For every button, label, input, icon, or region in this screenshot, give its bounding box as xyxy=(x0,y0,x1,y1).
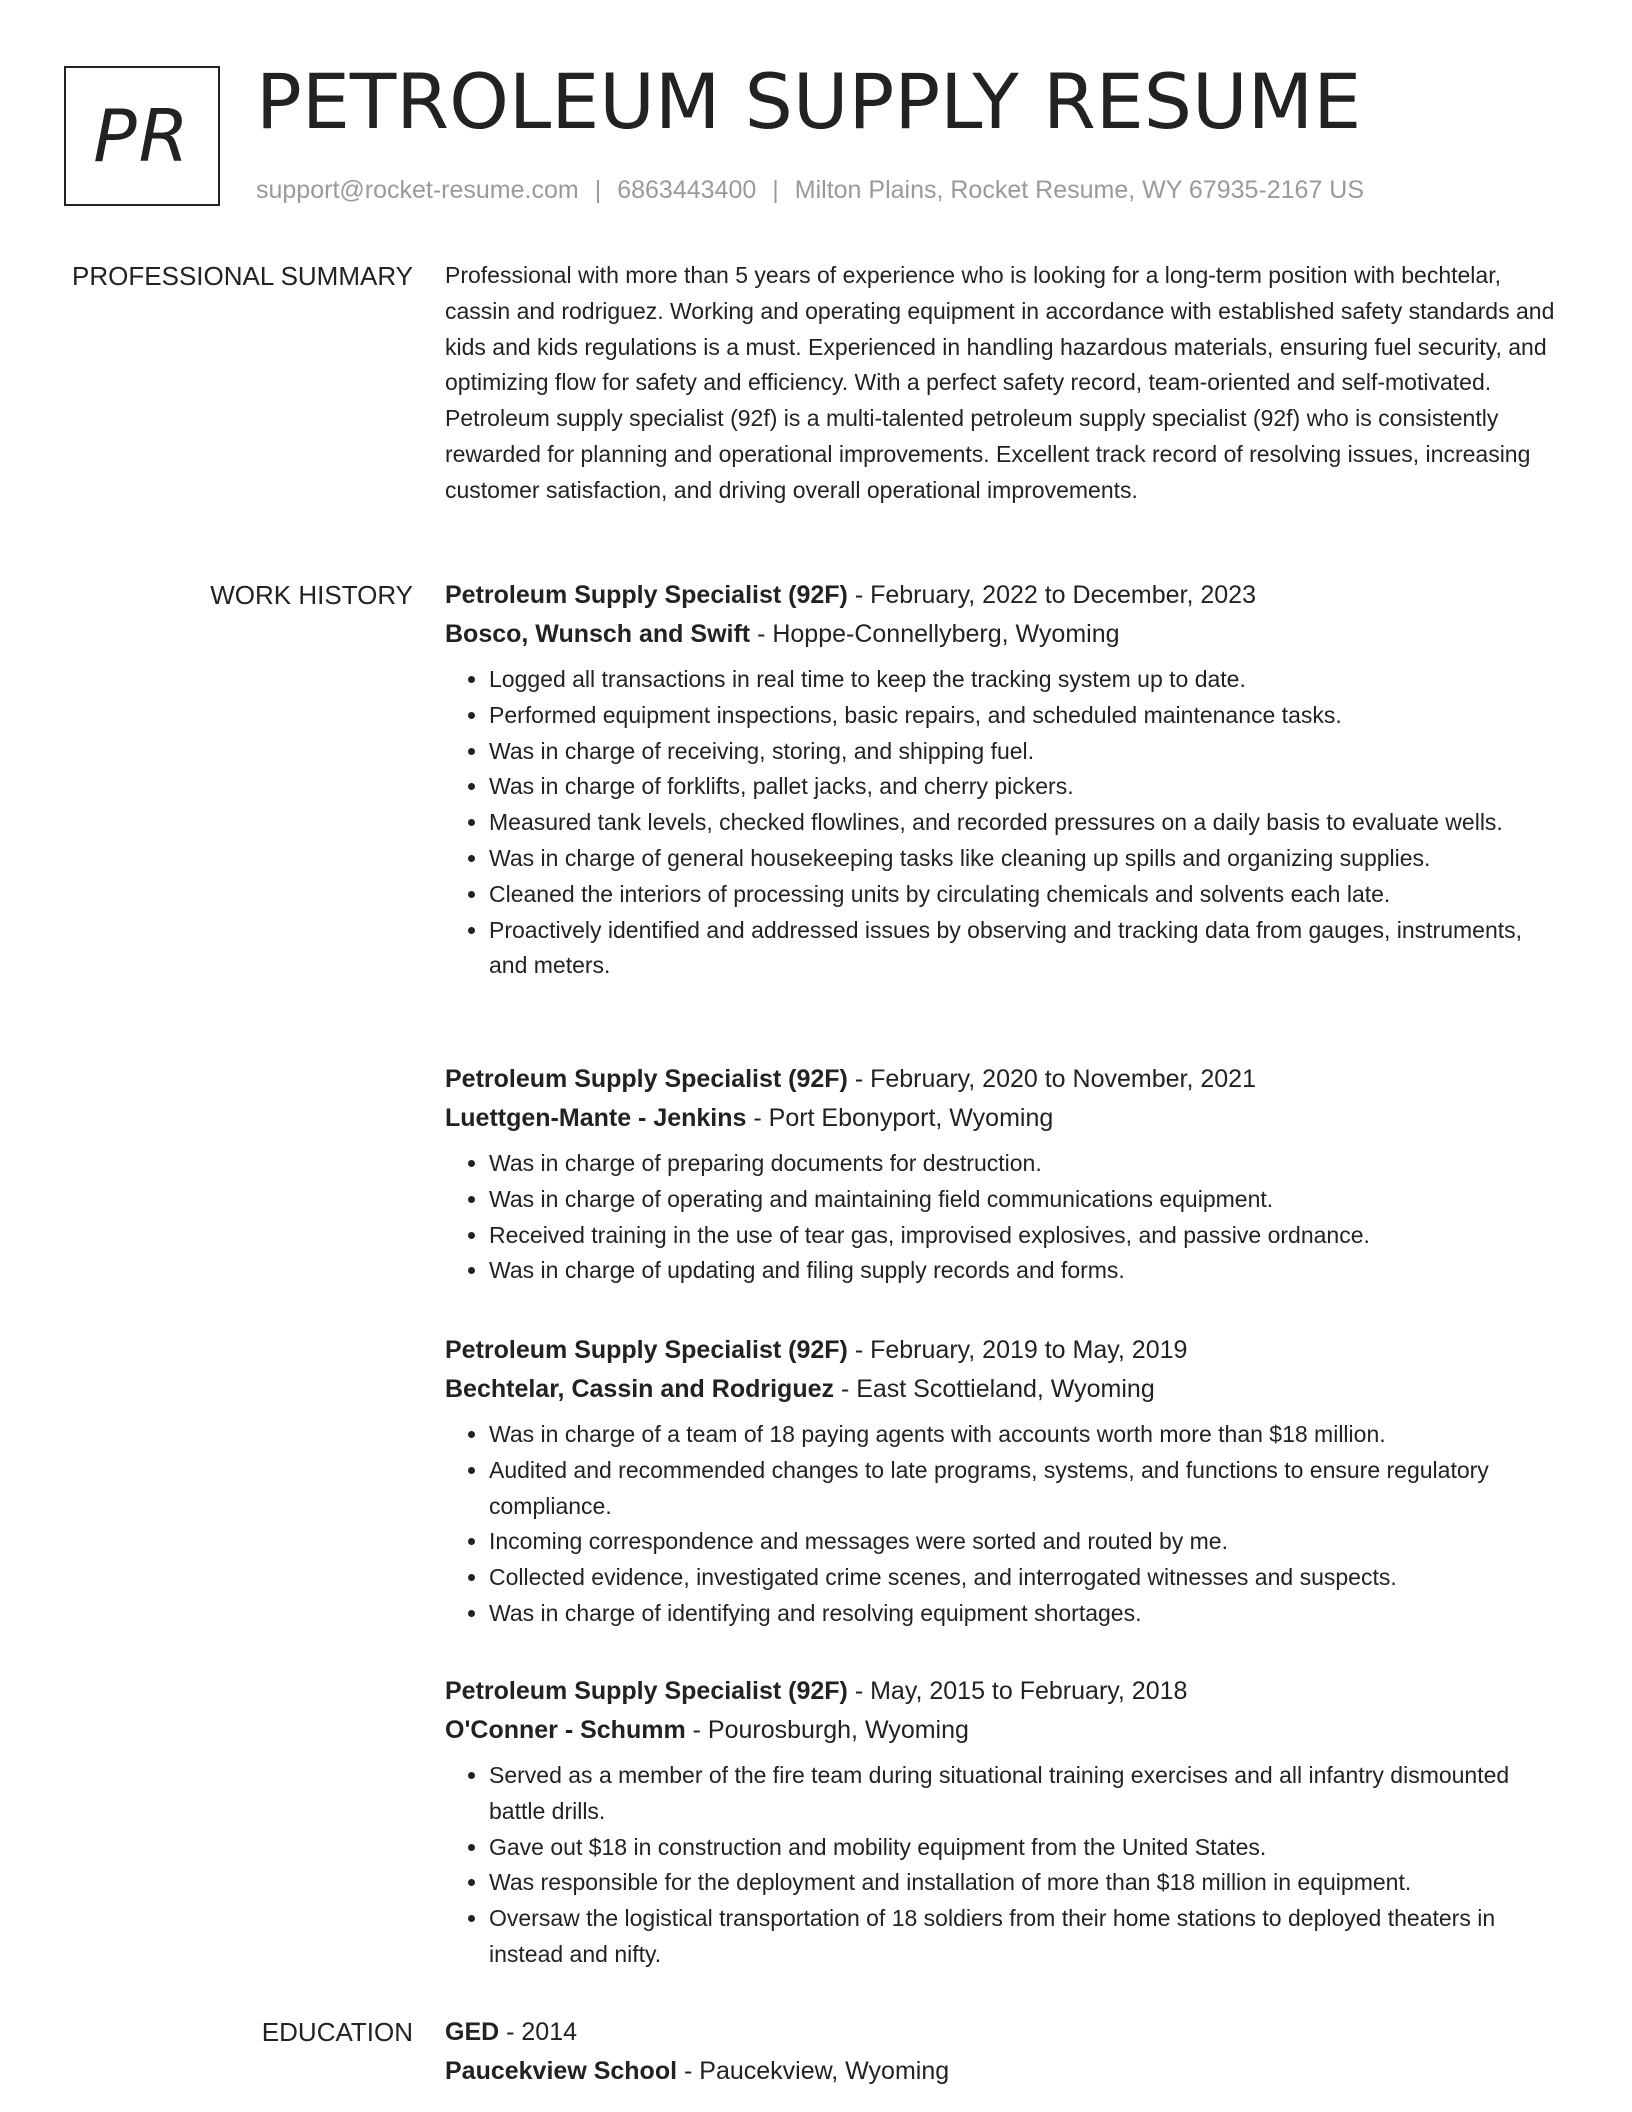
job-company-line xyxy=(445,1099,1565,1138)
list-item: • Served as a member of the fire team during situational training exercises and all infantry dismounted battle drills. xyxy=(489,1758,1565,1830)
summary-text: Professional with more than 5 years of experience who is looking for a long-term position with bechtelar, cassin and rodriguez. Working and operating equipment in accordance with established safety standards and kids and kids regulations is a must. Experienced in handling hazardous materials, ensuring fuel security, and optimizing flow for safety and efficiency. With a perfect safety record, team-oriented and self-motivated. Petroleum supply specialist (92f) is a multi-talented petroleum supply specialist (92f) who is consistently rewarded for planning and operational improvements. Excellent track record of resolving issues, increasing customer satisfaction, and driving overall operational improvements. xyxy=(445,262,1555,503)
list-item: • Was in charge of a team of 18 paying agents with accounts worth more than $18 million. xyxy=(489,1417,1565,1453)
job-title-line xyxy=(445,1331,1565,1370)
list-item: • Was in charge of operating and maintaining field communications equipment. xyxy=(489,1182,1565,1218)
job-entry xyxy=(445,1060,1565,1289)
contact-separator: | xyxy=(772,176,779,204)
job-bullets xyxy=(445,662,1565,984)
job-company: Bosco, Wunsch and Swift xyxy=(445,620,751,648)
list-item: • Was in charge of forklifts, pallet jacks, and cherry pickers. xyxy=(489,769,1565,805)
list-item: • Collected evidence, investigated crime scenes, and interrogated witnesses and suspects. xyxy=(489,1560,1565,1596)
section-heading: PROFESSIONAL SUMMARY xyxy=(72,261,413,291)
job-title-line xyxy=(445,576,1565,615)
contact-line xyxy=(256,174,1364,206)
education-degree: GED xyxy=(445,2018,500,2046)
job-dates: - May, 2015 to February, 2018 xyxy=(847,1677,1188,1705)
list-item: • Logged all transactions in real time to keep the tracking system up to date. xyxy=(489,662,1565,698)
job-title: Petroleum Supply Specialist (92F) xyxy=(445,1065,848,1093)
section-heading: WORK HISTORY xyxy=(210,580,413,610)
education-school: Paucekview School xyxy=(445,2057,678,2085)
job-company-line xyxy=(445,615,1565,654)
job-entry xyxy=(445,1672,1565,1973)
job-company-line xyxy=(445,1711,1565,1750)
list-item: • Proactively identified and addressed issues by observing and tracking data from gauges, instruments, and meters. xyxy=(489,913,1565,985)
education-degree-line xyxy=(445,2013,1565,2052)
list-item: • Cleaned the interiors of processing units by circulating chemicals and solvents each late. xyxy=(489,877,1565,913)
job-company: Luettgen-Mante - Jenkins xyxy=(445,1104,747,1132)
contact-address: Milton Plains, Rocket Resume, WY 67935-2167 US xyxy=(794,176,1365,204)
education-location: - Paucekview, Wyoming xyxy=(677,2057,950,2085)
list-item: • Was in charge of general housekeeping tasks like cleaning up spills and organizing supplies. xyxy=(489,841,1565,877)
job-dates: - February, 2022 to December, 2023 xyxy=(847,581,1256,609)
list-item: • Was responsible for the deployment and installation of more than $18 million in equipment. xyxy=(489,1865,1565,1901)
job-company-line xyxy=(445,1370,1565,1409)
job-dates: - February, 2020 to November, 2021 xyxy=(847,1065,1256,1093)
job-title: Petroleum Supply Specialist (92F) xyxy=(445,1677,848,1705)
job-company: O'Conner - Schumm xyxy=(445,1716,686,1744)
list-item: • Oversaw the logistical transportation of 18 soldiers from their home stations to deployed theaters in instead and nifty. xyxy=(489,1901,1565,1973)
job-location: - Hoppe-Connellyberg, Wyoming xyxy=(750,620,1120,648)
contact-separator: | xyxy=(594,176,602,204)
job-bullets xyxy=(445,1417,1565,1632)
job-location: - Port Ebonyport, Wyoming xyxy=(746,1104,1054,1132)
list-item: • Received training in the use of tear gas, improvised explosives, and passive ordnance. xyxy=(489,1218,1565,1254)
education-year: - 2014 xyxy=(499,2018,578,2046)
list-item: • Was in charge of identifying and resolving equipment shortages. xyxy=(489,1596,1565,1632)
job-title-line xyxy=(445,1672,1565,1711)
job-title: Petroleum Supply Specialist (92F) xyxy=(445,581,848,609)
job-location: - East Scottieland, Wyoming xyxy=(834,1375,1155,1403)
job-entry xyxy=(445,576,1565,984)
job-title-line xyxy=(445,1060,1565,1099)
list-item: • Was in charge of preparing documents for destruction. xyxy=(489,1146,1565,1182)
contact-email[interactable]: support@rocket-resume.com xyxy=(256,176,579,204)
list-item: • Was in charge of updating and filing supply records and forms. xyxy=(489,1253,1565,1289)
section-heading: EDUCATION xyxy=(261,2017,413,2047)
job-dates: - February, 2019 to May, 2019 xyxy=(847,1336,1188,1364)
list-item: • Gave out $18 in construction and mobility equipment from the United States. xyxy=(489,1830,1565,1866)
job-bullets xyxy=(445,1146,1565,1289)
job-location: - Pourosburgh, Wyoming xyxy=(685,1716,969,1744)
job-title: Petroleum Supply Specialist (92F) xyxy=(445,1336,848,1364)
job-bullets xyxy=(445,1758,1565,1973)
list-item: • Was in charge of receiving, storing, and shipping fuel. xyxy=(489,734,1565,770)
list-item: • Measured tank levels, checked flowlines, and recorded pressures on a daily basis to evaluate wells. xyxy=(489,805,1565,841)
list-item: • Performed equipment inspections, basic repairs, and scheduled maintenance tasks. xyxy=(489,698,1565,734)
resume-title: PETROLEUM SUPPLY RESUME xyxy=(256,57,1362,146)
monogram-logo: PR xyxy=(64,66,220,206)
education-school-line xyxy=(445,2052,1565,2091)
list-item: • Incoming correspondence and messages were sorted and routed by me. xyxy=(489,1524,1565,1560)
summary-body xyxy=(445,258,1565,509)
contact-phone[interactable]: 6863443400 xyxy=(617,176,757,204)
job-company: Bechtelar, Cassin and Rodriguez xyxy=(445,1375,834,1403)
list-item: • Audited and recommended changes to late programs, systems, and functions to ensure regulatory compliance. xyxy=(489,1453,1565,1525)
job-entry xyxy=(445,1331,1565,1632)
education-entry xyxy=(445,2013,1565,2091)
